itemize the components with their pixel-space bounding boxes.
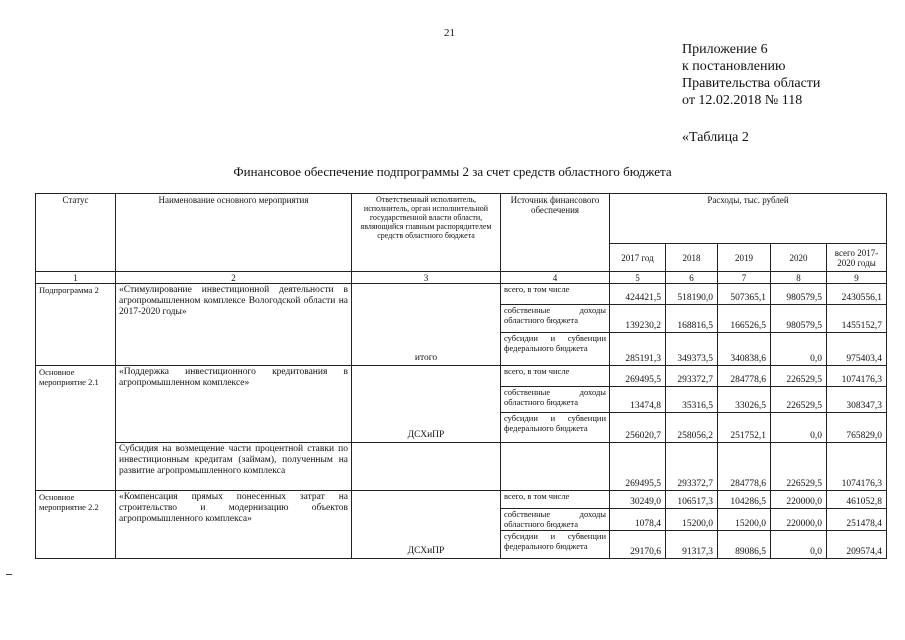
- value-cell: 15200,0: [718, 509, 771, 531]
- value-cell: 424421,5: [610, 284, 666, 305]
- column-number: 3: [352, 272, 501, 284]
- column-number: 1: [36, 272, 116, 284]
- value-cell: 30249,0: [610, 491, 666, 509]
- header-expenses: Расходы, тыс. рублей: [610, 194, 887, 244]
- value-cell: 293372,7: [666, 443, 718, 491]
- value-cell: 269495,5: [610, 366, 666, 387]
- subsidy-text-cell: Субсидия на возмещение части процентной ставки по инвестиционным кредитам (займам), полученным на развитие агропромышленного комплекса: [116, 443, 352, 491]
- header-year-2019: 2019: [718, 244, 771, 272]
- status-cell: Основное мероприятие 2.1: [36, 366, 116, 491]
- source-cell: субсидии и субвенции федерального бюджета: [501, 531, 610, 559]
- appendix-line: от 12.02.2018 № 118: [682, 93, 803, 108]
- column-number: 4: [501, 272, 610, 284]
- value-cell: 293372,7: [666, 366, 718, 387]
- value-cell: 106517,3: [666, 491, 718, 509]
- header-status: Статус: [36, 194, 116, 272]
- value-cell: 308347,3: [827, 387, 887, 413]
- value-cell: 980579,5: [771, 284, 827, 305]
- header-executor: Ответственный исполнитель, исполнитель, орган исполнительной государственной власти области, являющийся главным распорядителем средств областного бюджета: [352, 194, 501, 272]
- value-cell: 220000,0: [771, 491, 827, 509]
- empty-cell: [352, 443, 501, 491]
- appendix-line: Приложение 6: [682, 42, 768, 57]
- value-cell: 166526,5: [718, 305, 771, 333]
- value-cell: 461052,8: [827, 491, 887, 509]
- value-cell: 168816,5: [666, 305, 718, 333]
- column-number: 5: [610, 272, 666, 284]
- column-number: 2: [116, 272, 352, 284]
- value-cell: 226529,5: [771, 366, 827, 387]
- financing-table: [35, 193, 887, 559]
- source-cell: всего, в том числе: [501, 491, 610, 509]
- value-cell: 507365,1: [718, 284, 771, 305]
- appendix-block: [682, 41, 820, 109]
- header-year-2018: 2018: [666, 244, 718, 272]
- value-cell: 0,0: [771, 531, 827, 559]
- value-cell: 13474,8: [610, 387, 666, 413]
- value-cell: 1078,4: [610, 509, 666, 531]
- activity-name-cell: «Поддержка инвестиционного кредитования в агропромышленном комплексе»: [116, 366, 352, 443]
- header-year-2020: 2020: [771, 244, 827, 272]
- header-source: Источник финансового обеспечения: [501, 194, 610, 272]
- margin-mark: [6, 574, 12, 575]
- status-cell: Основное мероприятие 2.2: [36, 491, 116, 559]
- table-label: «Таблица 2: [682, 130, 749, 145]
- value-cell: 15200,0: [666, 509, 718, 531]
- value-cell: 89086,5: [718, 531, 771, 559]
- value-cell: 765829,0: [827, 413, 887, 443]
- value-cell: 1455152,7: [827, 305, 887, 333]
- header-year-2017: 2017 год: [610, 244, 666, 272]
- value-cell: 139230,2: [610, 305, 666, 333]
- value-cell: 251478,4: [827, 509, 887, 531]
- value-cell: 91317,3: [666, 531, 718, 559]
- source-cell: субсидии и субвенции федерального бюджета: [501, 413, 610, 443]
- value-cell: 29170,6: [610, 531, 666, 559]
- table-row: [36, 366, 887, 387]
- activity-name-cell: «Стимулирование инвестиционной деятельности в агропромышленном комплексе Вологодской области на 2017-2020 годы»: [116, 284, 352, 366]
- value-cell: 251752,1: [718, 413, 771, 443]
- source-cell: собственные доходы областного бюджета: [501, 387, 610, 413]
- value-cell: 0,0: [771, 413, 827, 443]
- value-cell: 975403,4: [827, 333, 887, 366]
- value-cell: 349373,5: [666, 333, 718, 366]
- appendix-line: к постановлению: [682, 59, 786, 74]
- source-cell: субсидии и субвенции федерального бюджета: [501, 333, 610, 366]
- source-cell: собственные доходы областного бюджета: [501, 305, 610, 333]
- column-number: 8: [771, 272, 827, 284]
- value-cell: 226529,5: [771, 387, 827, 413]
- document-title: Финансовое обеспечение подпрограммы 2 за счет средств областного бюджета: [233, 164, 672, 179]
- value-cell: 220000,0: [771, 509, 827, 531]
- status-cell: Подпрограмма 2: [36, 284, 116, 366]
- value-cell: 2430556,1: [827, 284, 887, 305]
- table-row: [36, 491, 887, 509]
- executor-cell: ДСХиПР: [352, 366, 501, 443]
- value-cell: 269495,5: [610, 443, 666, 491]
- source-cell: всего, в том числе: [501, 366, 610, 387]
- value-cell: 33026,5: [718, 387, 771, 413]
- table-row: [36, 443, 887, 491]
- page-number: 21: [444, 27, 455, 39]
- value-cell: 284778,6: [718, 366, 771, 387]
- value-cell: 1074176,3: [827, 443, 887, 491]
- column-numbers-row: [36, 272, 887, 284]
- value-cell: 980579,5: [771, 305, 827, 333]
- source-cell: всего, в том числе: [501, 284, 610, 305]
- column-number: 9: [827, 272, 887, 284]
- value-cell: 1074176,3: [827, 366, 887, 387]
- appendix-line: Правительства области: [682, 76, 821, 91]
- value-cell: 258056,2: [666, 413, 718, 443]
- column-number: 7: [718, 272, 771, 284]
- value-cell: 518190,0: [666, 284, 718, 305]
- header-total: всего 2017-2020 годы: [827, 244, 887, 272]
- value-cell: 0,0: [771, 333, 827, 366]
- value-cell: 285191,3: [610, 333, 666, 366]
- executor-cell: ДСХиПР: [352, 491, 501, 559]
- value-cell: 226529,5: [771, 443, 827, 491]
- table-row: [36, 284, 887, 305]
- value-cell: 284778,6: [718, 443, 771, 491]
- column-number: 6: [666, 272, 718, 284]
- activity-name-cell: «Компенсация прямых понесенных затрат на строительство и модернизацию объектов агропромышленного комплекса»: [116, 491, 352, 559]
- value-cell: 209574,4: [827, 531, 887, 559]
- header-name: Наименование основного мероприятия: [116, 194, 352, 272]
- empty-cell: [501, 443, 610, 491]
- source-cell: собственные доходы областного бюджета: [501, 509, 610, 531]
- value-cell: 256020,7: [610, 413, 666, 443]
- value-cell: 35316,5: [666, 387, 718, 413]
- executor-cell: итого: [352, 284, 501, 366]
- value-cell: 340838,6: [718, 333, 771, 366]
- value-cell: 104286,5: [718, 491, 771, 509]
